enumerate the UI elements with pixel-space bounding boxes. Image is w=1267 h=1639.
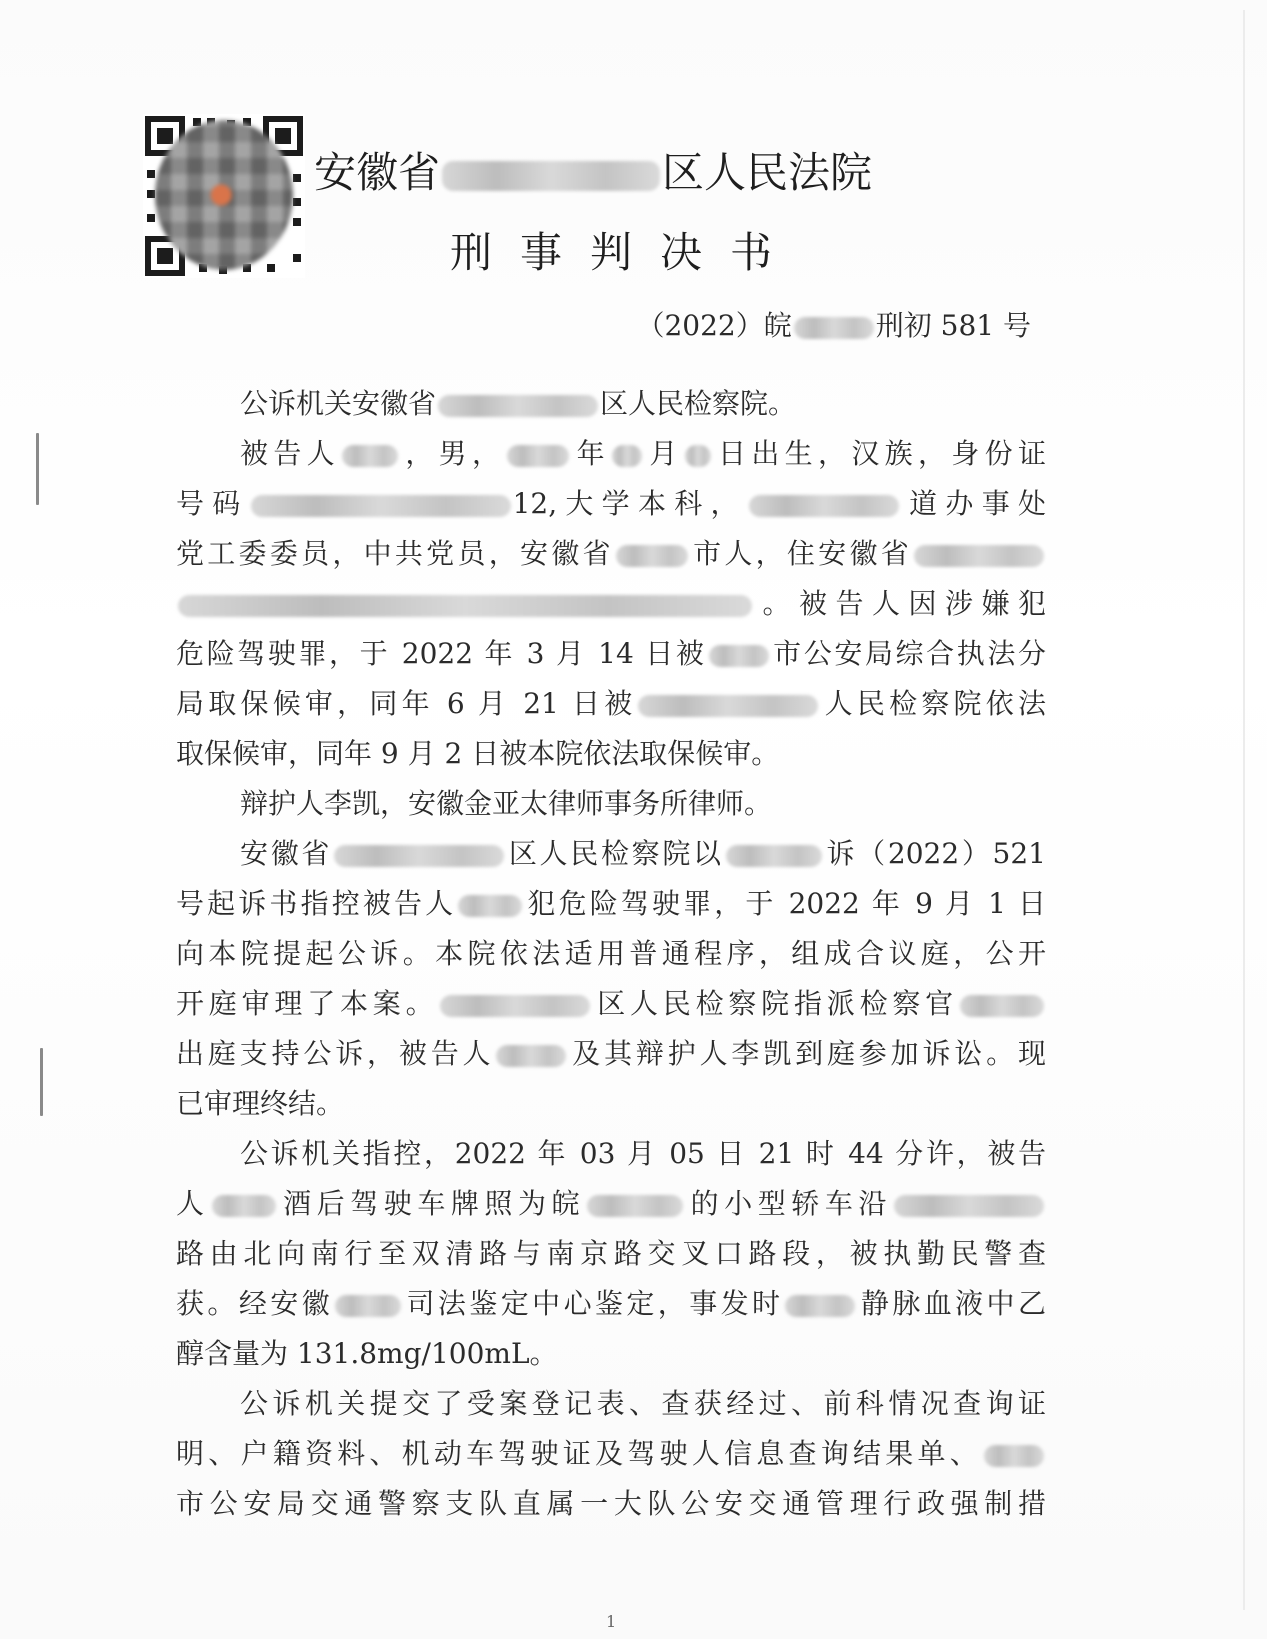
paragraph-line: 取保候审，同年 9 月 2 日被本院依法取保候审。 <box>176 737 780 770</box>
page-number: 1 <box>606 1612 617 1631</box>
paragraph-line: 已审理终结。 <box>176 1087 345 1120</box>
paragraph-line: 号起诉书指控被告人 犯危险驾驶罪，于 2022 年 9 月 1 日 <box>176 887 1046 920</box>
redaction-blur <box>960 995 1044 1017</box>
paragraph-line: 出庭支持公诉，被告人 及其辩护人李凯到庭参加诉讼。现 <box>176 1037 1046 1070</box>
paragraph-line: 被告人 ，男， 年 月 日出生，汉族，身份证 <box>240 437 1046 470</box>
redaction-blur <box>638 695 818 717</box>
paragraph-line: 。被告人因涉嫌犯 <box>176 586 1046 622</box>
paragraph-line: 路由北向南行至双清路与南京路交叉口路段，被执勤民警查 <box>176 1237 1046 1270</box>
page-edge-shadow <box>1243 10 1245 1610</box>
paragraph-line: 号码 12,大学本科， 道办事处 <box>176 487 1046 520</box>
redaction-blur <box>726 845 822 867</box>
paragraph-line: 辩护人李凯，安徽金亚太律师事务所律师。 <box>240 787 773 820</box>
paragraph-line: 人 酒后驾驶车牌照为皖 的小型轿车沿 <box>176 1186 1046 1222</box>
redaction-blur <box>212 1195 276 1217</box>
scan-mark <box>40 1048 43 1116</box>
redaction-blur <box>334 845 504 867</box>
qr-blur-mask <box>155 120 293 270</box>
paragraph-line: 明、户籍资料、机动车驾驶证及驾驶人信息查询结果单、 <box>176 1436 1046 1472</box>
redaction-blur <box>335 1295 401 1317</box>
paragraph-line: 公诉机关安徽省 区人民检察院。 <box>240 387 797 420</box>
redaction-blur <box>749 495 899 517</box>
paragraph-line: 危险驾驶罪，于 2022 年 3 月 14 日被 市公安局综合执法分 <box>176 637 1046 670</box>
paragraph-line: 公诉机关提交了受案登记表、查获经过、前科情况查询证 <box>240 1387 1046 1420</box>
paragraph-line: 向本院提起公诉。本院依法适用普通程序，组成合议庭，公开 <box>176 937 1046 970</box>
redaction-blur <box>709 645 769 667</box>
redaction-blur <box>251 495 511 517</box>
qr-code <box>143 114 305 278</box>
redaction-blur <box>496 1045 566 1067</box>
paragraph-line: 获。经安徽 司法鉴定中心鉴定，事发时 静脉血液中乙 <box>176 1287 1046 1320</box>
redaction-blur <box>914 545 1044 567</box>
redaction-blur <box>612 445 642 467</box>
case-number: （2022）皖 刑初 581 号 <box>636 309 1031 342</box>
redaction-blur <box>785 1295 855 1317</box>
redaction-blur <box>342 445 398 467</box>
paragraph-line: 安徽省 区人民检察院以 诉（2022）521 <box>240 837 1046 870</box>
redaction-blur <box>507 445 569 467</box>
redaction-blur <box>440 995 590 1017</box>
redaction-blur <box>458 895 522 917</box>
redaction-blur <box>616 545 688 567</box>
redaction-blur <box>794 317 874 339</box>
paragraph-line: 市公安局交通警察支队直属一大队公安交通管理行政强制措 <box>176 1487 1046 1520</box>
redaction-blur <box>178 595 752 617</box>
paragraph-line: 局取保候审，同年 6 月 21 日被 人民检察院依法 <box>176 687 1046 720</box>
paragraph-line: 党工委委员，中共党员，安徽省 市人，住安徽省 <box>176 536 1046 572</box>
scan-mark <box>36 433 39 505</box>
redaction-blur <box>685 445 711 467</box>
redaction-blur <box>984 1445 1044 1467</box>
document-title: 刑事判决书 <box>450 228 801 277</box>
redaction-blur <box>438 395 598 417</box>
court-name: 安徽省 区人民法院 <box>314 148 873 197</box>
paragraph-line: 开庭审理了本案。 区人民检察院指派检察官 <box>176 986 1046 1022</box>
paragraph-line: 公诉机关指控，2022 年 03 月 05 日 21 时 44 分许，被告 <box>240 1137 1046 1170</box>
redaction-blur <box>442 161 660 191</box>
redaction-blur <box>894 1195 1044 1217</box>
paragraph-line: 醇含量为 131.8mg/100mL。 <box>176 1337 558 1370</box>
redaction-blur <box>587 1195 683 1217</box>
